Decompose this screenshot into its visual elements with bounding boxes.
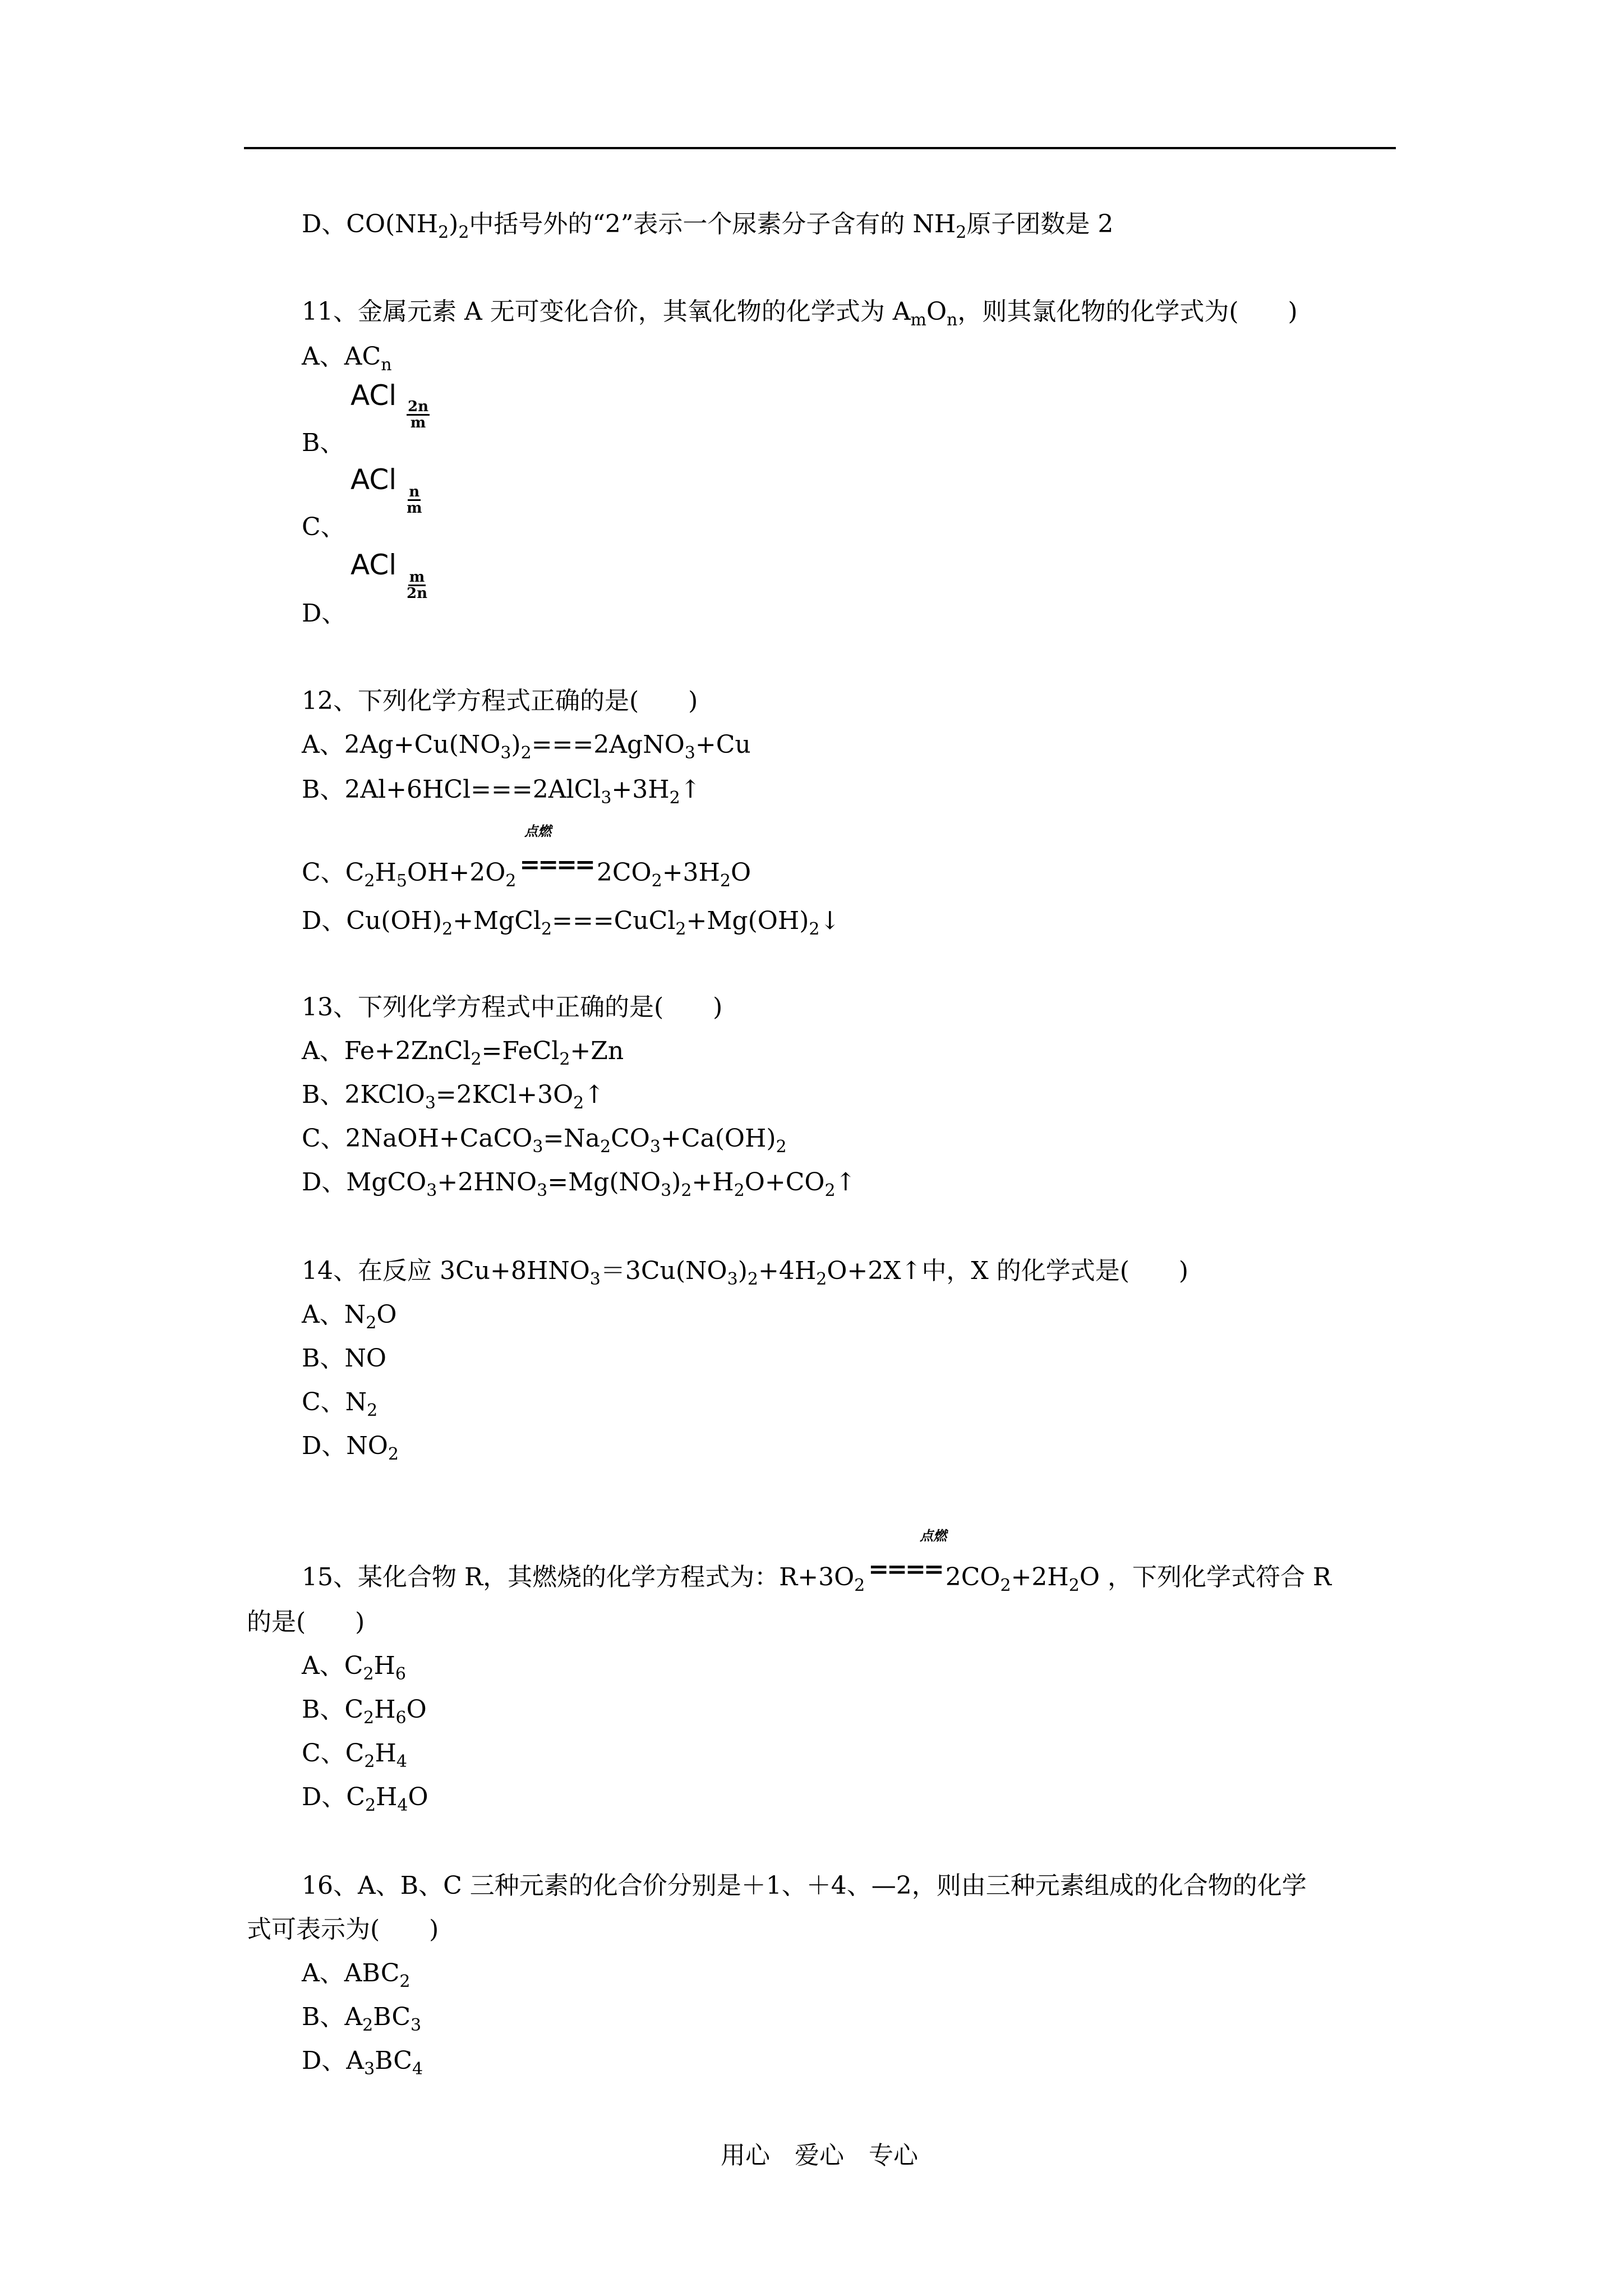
q16-option-d: D、$A_3BC_4$: [302, 2046, 423, 2079]
q14-option-d: D、$NO_2$: [302, 1432, 399, 1464]
q12-c-condition: 点燃: [524, 823, 551, 839]
q11-option-d: D、: [302, 599, 347, 628]
q11-option-d-fraction: $\frac{m}{2n}$: [407, 569, 427, 602]
q16-option-b: B、$A_2BC_3$: [302, 2003, 422, 2035]
header-rule: [244, 147, 1396, 149]
q14-option-c: C、$N_2$: [302, 1388, 378, 1420]
q10-option-d: D、$CO(NH_2)_2$中括号外的“2”表示一个尿素分子含有的 $NH_2$原子团数是 2: [302, 210, 1114, 242]
q11-option-b-formula: ACl: [351, 379, 397, 412]
q12-option-a: A、$2Ag+Cu(NO_3)_2===2AgNO_3+Cu$: [302, 730, 751, 763]
q11-option-c-formula: ACl: [351, 463, 397, 496]
q11-stem: 11、金属元素 A 无可变化合价，其氧化物的化学式为 $A_mO_n$，则其氯化物的化学式为( ): [302, 297, 1298, 330]
q12-option-b: B、$2Al+6HCl===2AlCl_3+3H_2↑$: [302, 775, 701, 808]
q15-option-d: D、$C_2H_4O$: [302, 1783, 428, 1815]
q13-option-d: D、$MgCO_3+2HNO_3=Mg(NO_3)_2+H_2O+CO_2↑$: [302, 1168, 856, 1200]
q15-option-b: B、$C_2H_6O$: [302, 1695, 427, 1728]
q12-option-d: D、$Cu(OH)_2+MgCl_2===CuCl_2+Mg(OH)_2↓$: [302, 907, 841, 939]
q13-option-a: A、Fe+2ZnCl$_2$=FeCl$_2$+Zn: [302, 1037, 624, 1069]
q15-stem-continued: 的是( ): [247, 1608, 365, 1636]
q15-option-a: A、$C_2H_6$: [302, 1651, 407, 1684]
q13-option-b: B、$2KClO_3=2KCl+3O_2↑$: [302, 1080, 605, 1113]
page-footer: 用心 爱心 专心: [721, 2141, 918, 2170]
q16-stem-continued: 式可表示为( ): [247, 1915, 439, 1944]
q12-option-c: C、$C_2H_5OH+2O_2==== 2CO_2+3H_2O$: [302, 850, 751, 891]
q11-option-b-fraction: $\frac{2n}{m}$: [408, 398, 428, 431]
q11-option-a: A、$AC_n$: [302, 342, 392, 375]
q13-option-c: C、$2NaOH+CaCO_3=Na_2CO_3+Ca(OH)_2$: [302, 1124, 787, 1157]
q11-option-d-formula: ACl: [351, 549, 397, 581]
q13-stem: 13、下列化学方程式中正确的是( ): [302, 993, 723, 1022]
q14-option-b: B、NO: [302, 1344, 386, 1373]
q15-stem: 15、某化合物 R，其燃烧的化学方程式为：$R+3O_2==== 2CO_2+2H_2O$ ，下列化学式符合 R: [302, 1555, 1332, 1595]
q14-stem: 14、在反应 $3Cu+8HNO_3=3Cu(NO_3)_2+4H_2O+2X↑$中，X 的化学式是( ): [302, 1257, 1189, 1289]
q15-option-c: C、$C_2H_4$: [302, 1739, 407, 1772]
q15-condition: 点燃: [920, 1527, 947, 1544]
q11-option-c-fraction: $\frac{n}{m}$: [407, 484, 422, 517]
q16-stem: 16、A、B、C 三种元素的化合价分别是＋1、＋4、—2，则由三种元素组成的化合物的化学: [302, 1871, 1307, 1900]
q14-option-a: A、$N_2O$: [302, 1300, 397, 1333]
q16-option-a: A、$ABC_2$: [302, 1959, 411, 1991]
q12-stem: 12、下列化学方程式正确的是( ): [302, 687, 698, 715]
q11-option-c: C、: [302, 513, 345, 541]
q11-option-b: B、: [302, 429, 345, 457]
